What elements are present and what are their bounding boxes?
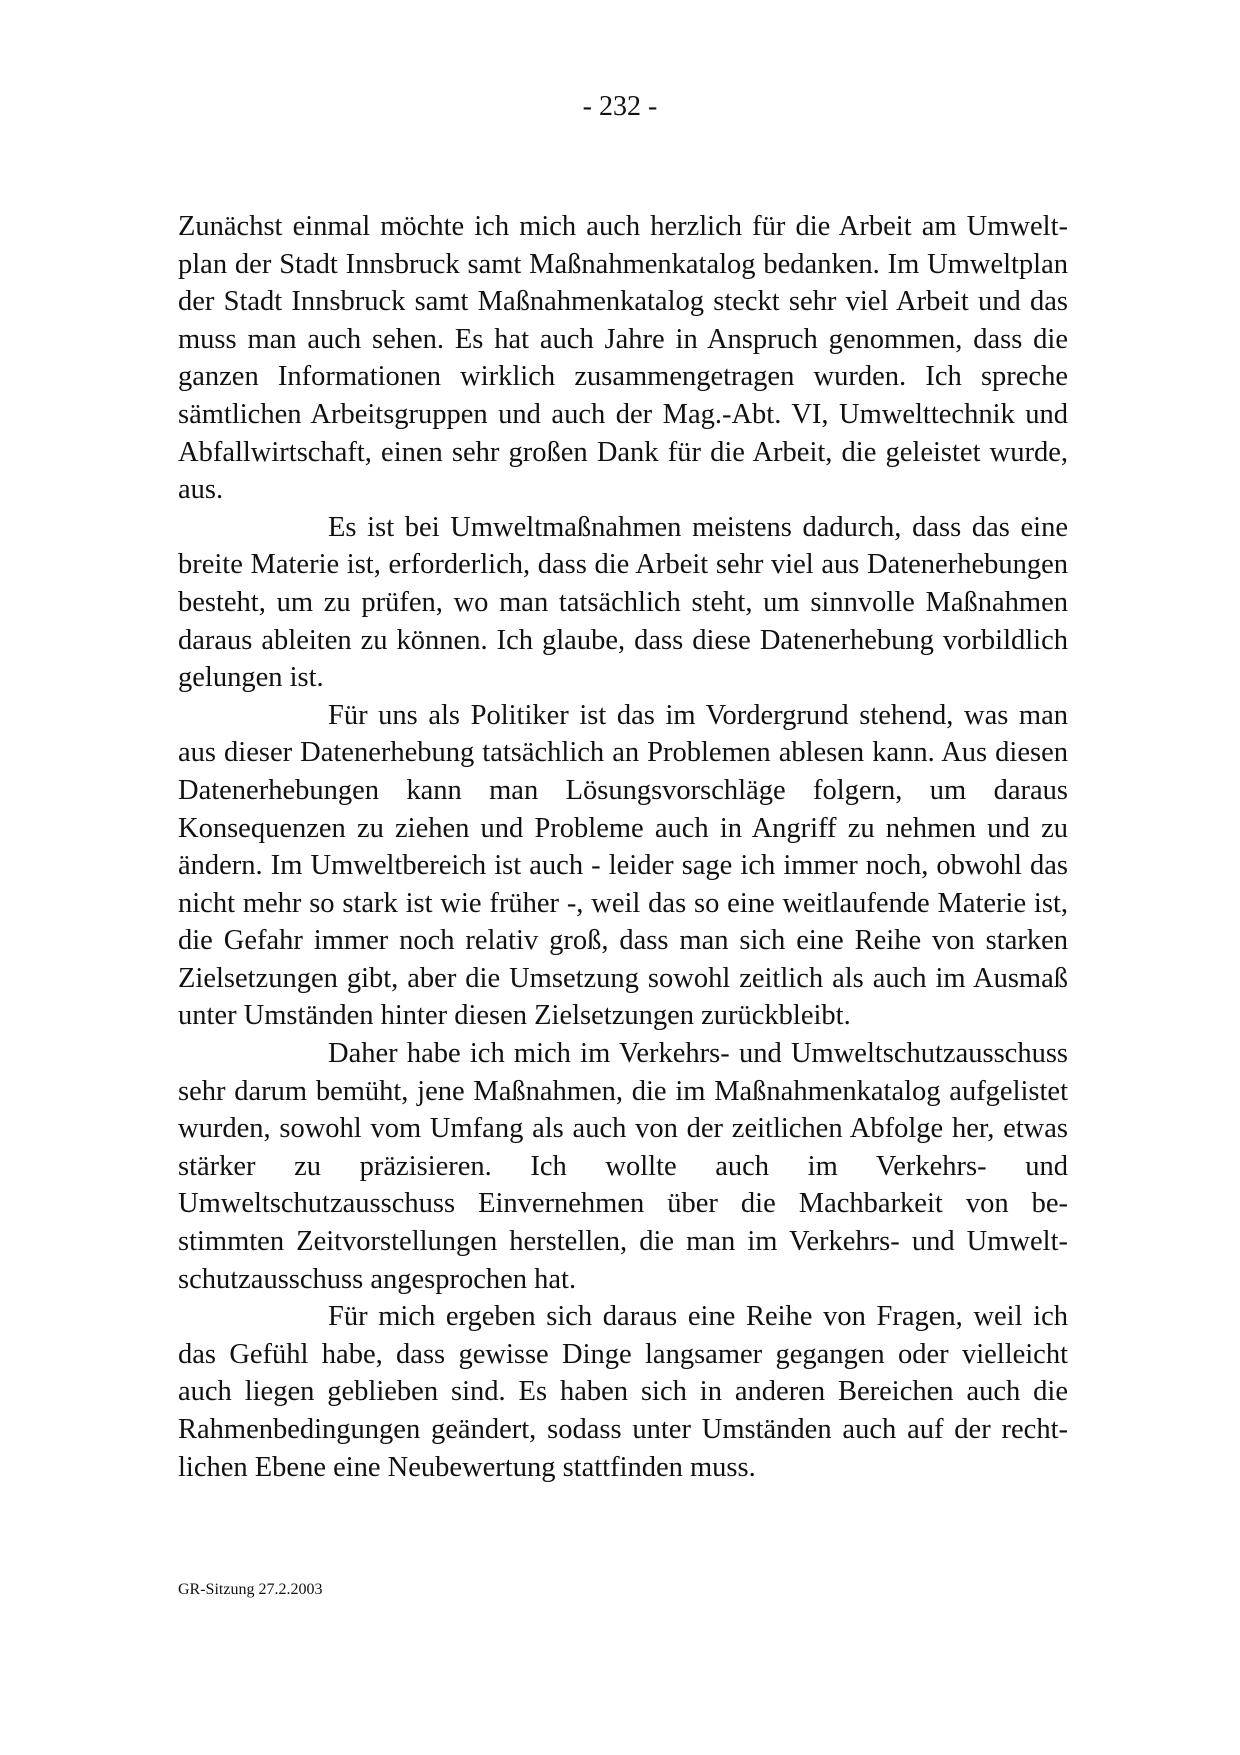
paragraph: Für mich ergeben sich daraus eine Reihe von Fragen, weil ich das Gefühl habe, dass gewisse Dinge langsamer gegangen oder vielleicht auch liegen geblieben sind. Es haben sich in anderen Bereichen auch die Rahmenbedingungen geändert, sodass unter Umständen auch auf der rechtlichen Ebene eine Neubewertung stattfinden muss. [178, 1301, 1068, 1483]
document-body [178, 208, 1068, 1486]
paragraph: Zunächst einmal möchte ich mich auch herzlich für die Arbeit am Umweltplan der Stadt Innsbruck samt Maßnahmenkatalog bedanken. Im Umweltplan der Stadt Innsbruck samt Maßnahmenkatalog steckt sehr viel Arbeit und das muss man auch sehen. Es hat auch Jahre in Anspruch genommen, dass die ganzen Informationen wirklich zusammengetragen wurden. Ich spreche sämtlichen Arbeitsgruppen und auch der Mag.-Abt. VI, Umwelttechnik und Abfallwirtschaft, einen sehr großen Dank für die Arbeit, die geleistet wurde, aus. [178, 211, 1068, 506]
page-number: - 232 - [582, 91, 658, 122]
page-footer: GR-Sitzung 27.2.2003 [178, 1581, 323, 1598]
paragraph: Es ist bei Umweltmaßnahmen meistens dadurch, dass das eine breite Materie ist, erforderlich, dass die Arbeit sehr viel aus Datenerhebungen besteht, um zu prüfen, wo man tatsächlich steht, um sinnvolle Maßnahmen daraus ableiten zu können. Ich glaube, dass diese Datenerhebung vorbildlich gelungen ist. [178, 511, 1068, 694]
paragraph: Für uns als Politiker ist das im Vordergrund stehend, was man aus dieser Datenerhebung tatsächlich an Problemen ablesen kann. Aus diesen Datenerhebungen kann man Lösungsvorschläge folgern, um daraus Konsequenzen zu ziehen und Probleme auch in Angriff zu nehmen und zu ändern. Im Umweltbereich ist auch - leider sage ich immer noch, obwohl das nicht mehr so stark ist wie früher -, weil das so eine weitlaufende Materie ist, die Gefahr immer noch relativ groß, dass man sich eine Reihe von starken Zielsetzungen gibt, aber die Umsetzung sowohl zeitlich als auch im Ausmaß unter Umständen hinter diesen Zielsetzungen zurückbleibt. [178, 699, 1068, 1032]
paragraph: Daher habe ich mich im Verkehrs- und Umweltschutzausschuss sehr darum bemüht, jene Maßnahmen, die im Maßnahmenkatalog aufgelistet wurden, sowohl vom Umfang als auch von der zeitlichen Abfolge her, etwas stärker zu präzisieren. Ich wollte auch im Verkehrs- und Umweltschutzausschuss Einvernehmen über die Machbarkeit von bestimmten Zeitvorstellungen herstellen, die man im Verkehrs- und Umweltschutzausschuss angesprochen hat. [178, 1038, 1068, 1295]
